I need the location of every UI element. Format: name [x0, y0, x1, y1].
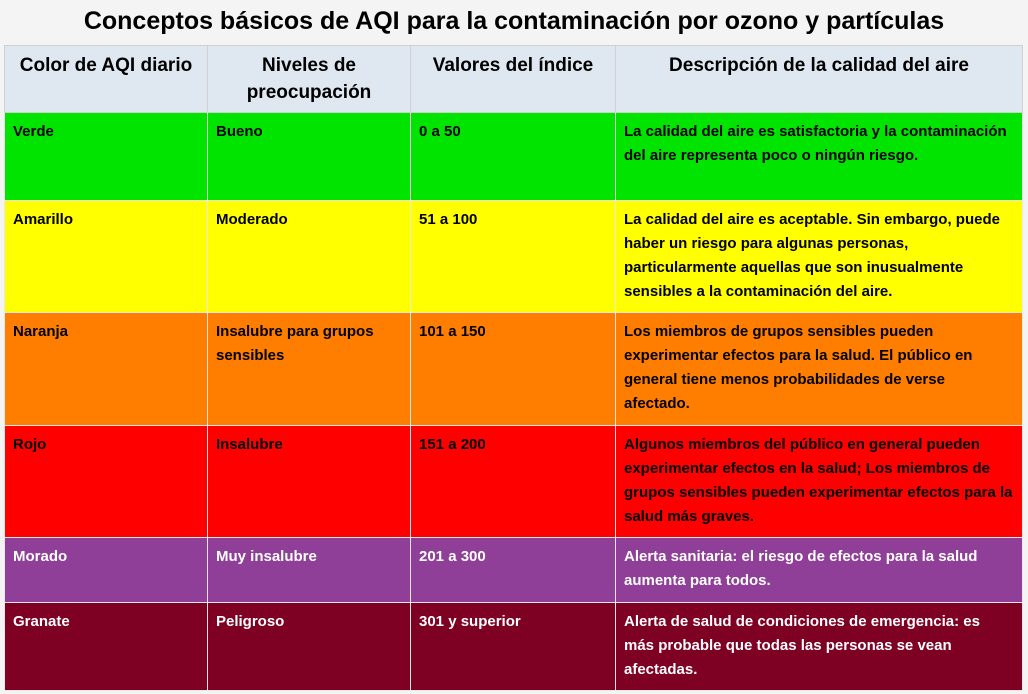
table-row — [5, 313, 1023, 426]
cell-level: Moderado — [208, 201, 411, 313]
cell-range: 101 a 150 — [411, 313, 616, 426]
cell-color: Granate — [5, 603, 208, 691]
cell-range: 0 a 50 — [411, 113, 616, 201]
cell-color: Amarillo — [5, 201, 208, 313]
cell-range: 201 a 300 — [411, 538, 616, 603]
cell-description: La calidad del aire es aceptable. Sin embargo, puede haber un riesgo para algunas personas, particularmente aquellas que son inusualmente sensibles a la contaminación del aire. — [616, 201, 1023, 313]
cell-description: Alerta sanitaria: el riesgo de efectos para la salud aumenta para todos. — [616, 538, 1023, 603]
header-description: Descripción de la calidad del aire — [616, 46, 1023, 113]
cell-color: Naranja — [5, 313, 208, 426]
table-row — [5, 426, 1023, 538]
cell-range: 51 a 100 — [411, 201, 616, 313]
cell-level: Muy insalubre — [208, 538, 411, 603]
page-title: Conceptos básicos de AQI para la contaminación por ozono y partículas — [83, 7, 945, 35]
cell-color: Morado — [5, 538, 208, 603]
cell-color: Verde — [5, 113, 208, 201]
header-color: Color de AQI diario — [5, 46, 208, 113]
aqi-table — [4, 45, 1023, 691]
header-row — [5, 46, 1023, 113]
cell-level: Bueno — [208, 113, 411, 201]
cell-range: 151 a 200 — [411, 426, 616, 538]
cell-description: Alerta de salud de condiciones de emergencia: es más probable que todas las personas se vean afectadas. — [616, 603, 1023, 691]
cell-description: La calidad del aire es satisfactoria y la contaminación del aire representa poco o ningún riesgo. — [616, 113, 1023, 201]
cell-description: Los miembros de grupos sensibles pueden experimentar efectos para la salud. El público en general tiene menos probabilidades de verse afectado. — [616, 313, 1023, 426]
cell-level: Insalubre para grupos sensibles — [208, 313, 411, 426]
table-row — [5, 201, 1023, 313]
cell-level: Insalubre — [208, 426, 411, 538]
cell-level: Peligroso — [208, 603, 411, 691]
table-row — [5, 538, 1023, 603]
table-row — [5, 113, 1023, 201]
header-range: Valores del índice — [411, 46, 616, 113]
header-level: Niveles de preocupación — [208, 46, 411, 113]
cell-color: Rojo — [5, 426, 208, 538]
cell-description: Algunos miembros del público en general pueden experimentar efectos en la salud; Los miembros de grupos sensibles pueden experimentar efectos para la salud más graves. — [616, 426, 1023, 538]
table-row — [5, 603, 1023, 691]
cell-range: 301 y superior — [411, 603, 616, 691]
